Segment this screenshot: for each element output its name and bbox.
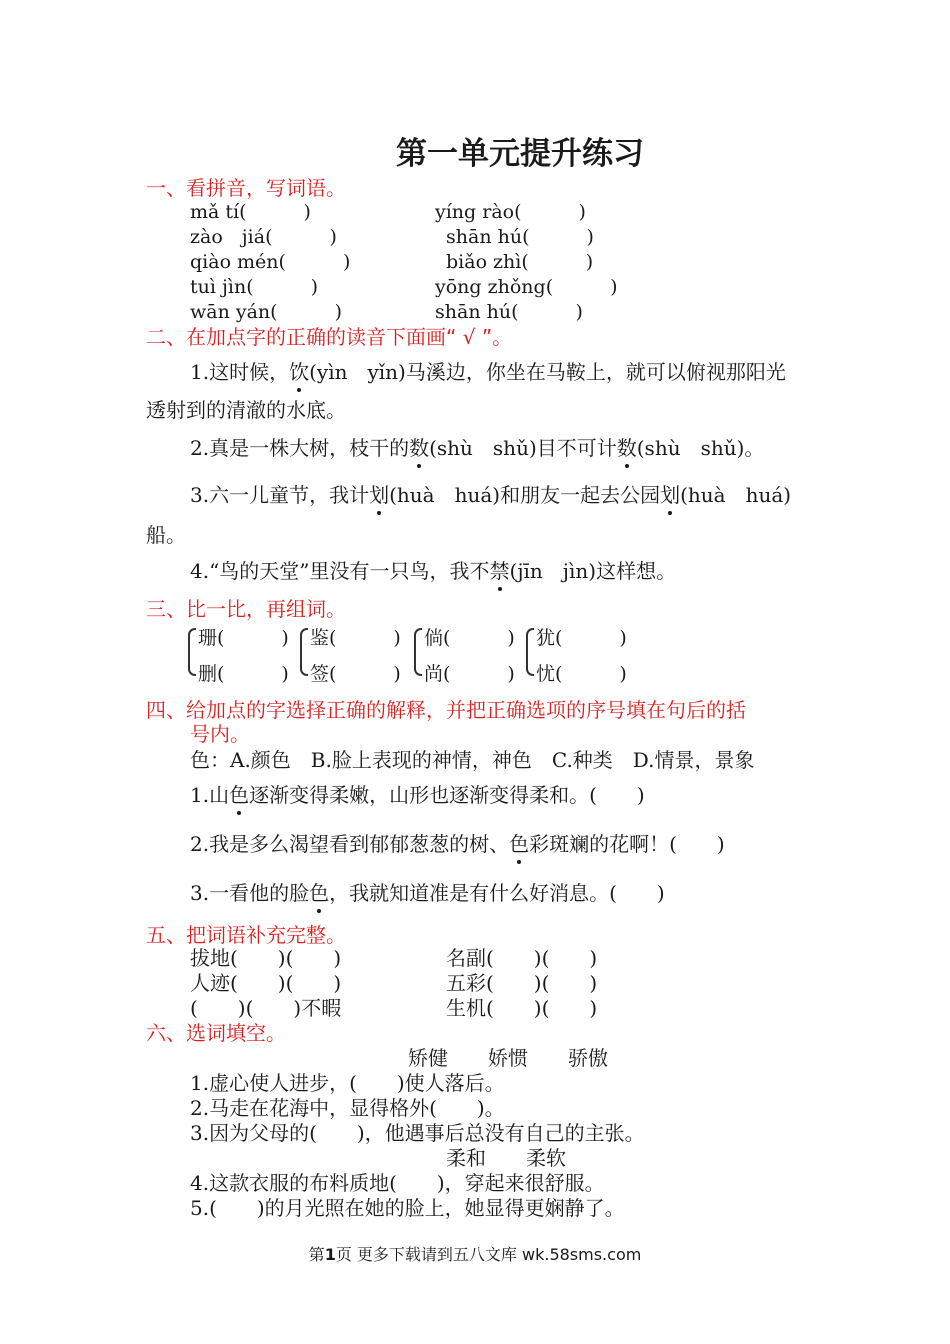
pinyin-item: biǎo zhì( ) (446, 251, 594, 273)
section-4-heading: 四、给加点的字选择正确的解释，并把正确选项的序号填在句后的括 (146, 698, 746, 722)
footer-text: 页 更多下载请到五八文库 wk.58sms.com (335, 1245, 642, 1264)
dotted-char: 数 (616, 436, 637, 460)
dotted-char: 划 (369, 483, 390, 507)
page-footer (0, 1242, 950, 1265)
text: (huà huá) (680, 483, 792, 507)
text: 4.“鸟的天堂”里没有一只鸟，我不 (190, 559, 490, 583)
pinyin-item: shān hú( ) (446, 226, 594, 248)
brace (300, 628, 308, 676)
compare-char: 倘( ) (424, 627, 515, 649)
section-1-heading: 一、看拼音，写词语。 (146, 176, 346, 200)
brace (188, 628, 196, 676)
dotted-char: 饮 (289, 360, 310, 384)
text: 1.山 (190, 783, 230, 807)
page-title: 第一单元提升练习 (396, 136, 644, 172)
word-choices: 矫健 娇惯 骄傲 (408, 1046, 608, 1070)
pinyin-item: shān hú( ) (435, 301, 583, 323)
options-line: 色：A.颜色 B.脸上表现的神情，神色 C.种类 D.情景，景象 (190, 748, 755, 772)
dotted-char: 禁 (489, 559, 510, 583)
question-2-3 (190, 482, 791, 508)
text: (huà huá)和朋友一起去公园 (389, 483, 661, 507)
dotted-char: 色 (509, 832, 530, 856)
question-4-2 (190, 831, 725, 857)
question-2-4 (190, 558, 676, 584)
dotted-char: 数 (409, 436, 430, 460)
pinyin-item: zào jiá( ) (190, 226, 337, 248)
question-6-5: 5.( )的月光照在她的脸上，她显得更娴静了。 (190, 1196, 625, 1220)
text: (jīn jìn)这样想。 (509, 559, 677, 583)
idiom-item: 名副( )( ) (446, 946, 598, 970)
question-6-4: 4.这款衣服的布料质地( )，穿起来很舒服。 (190, 1171, 605, 1195)
pinyin-item: yíng rào( ) (435, 201, 586, 223)
idiom-item: 生机( )( ) (446, 996, 598, 1020)
question-2-1-cont: 透射到的清澈的水底。 (146, 398, 346, 422)
text: (shù shǔ)。 (636, 436, 765, 460)
text: 3.一看他的脸 (190, 881, 310, 905)
idiom-item: 拔地( )( ) (190, 946, 342, 970)
section-6-heading: 六、选词填空。 (146, 1021, 286, 1045)
idiom-item: 人迹( )( ) (190, 971, 342, 995)
dotted-char: 划 (660, 483, 681, 507)
section-2-heading: 二、在加点字的正确的读音下面画“ √ ”。 (146, 325, 513, 349)
pinyin-item: yōng zhǒng( ) (435, 276, 618, 298)
question-2-3-cont: 船。 (146, 523, 186, 547)
pinyin-item: qiào mén( ) (190, 251, 351, 273)
dotted-char: 色 (229, 783, 250, 807)
compare-char: 删( ) (198, 663, 289, 685)
word-choices: 柔和 柔软 (446, 1146, 566, 1170)
pinyin-item: mǎ tí( ) (190, 201, 311, 223)
question-6-2: 2.马走在花海中，显得格外( )。 (190, 1096, 505, 1120)
brace (414, 628, 422, 676)
pinyin-item: tuì jìn( ) (190, 276, 319, 298)
compare-char: 鉴( ) (310, 627, 401, 649)
question-6-1: 1.虚心使人进步，( )使人落后。 (190, 1071, 505, 1095)
idiom-item: 五彩( )( ) (446, 971, 598, 995)
text: 彩斑斓的花啊！( ) (529, 832, 725, 856)
question-2-1 (190, 359, 786, 385)
text: 2.我是多么渴望看到郁郁葱葱的树、 (190, 832, 510, 856)
question-4-1 (190, 782, 645, 808)
compare-char: 珊( ) (198, 627, 289, 649)
text: 1.这时候， (190, 360, 290, 384)
compare-char: 尚( ) (424, 663, 515, 685)
dotted-char: 色 (309, 881, 330, 905)
text: 3.六一儿童节，我计 (190, 483, 370, 507)
text: (shù shǔ)目不可计 (429, 436, 617, 460)
compare-char: 忧( ) (536, 663, 627, 685)
idiom-item: ( )( )不暇 (190, 996, 342, 1020)
text: (yìn yǐn)马溪边，你坐在马鞍上，就可以俯视那阳光 (309, 360, 786, 384)
text: 逐渐变得柔嫩，山形也逐渐变得柔和。( ) (249, 783, 645, 807)
text: ，我就知道准是有什么好消息。( ) (329, 881, 665, 905)
compare-char: 签( ) (310, 663, 401, 685)
question-6-3: 3.因为父母的( )，他遇事后总没有自己的主张。 (190, 1121, 645, 1145)
section-5-heading: 五、把词语补充完整。 (146, 923, 346, 947)
page-number: 1 (324, 1245, 336, 1264)
footer-text: 第 (308, 1245, 325, 1264)
text: 2.真是一株大树，枝干的 (190, 436, 410, 460)
section-4-heading-cont: 号内。 (190, 722, 250, 746)
question-4-3 (190, 880, 665, 906)
pinyin-item: wān yán( ) (190, 301, 342, 323)
section-3-heading: 三、比一比，再组词。 (146, 597, 346, 621)
question-2-2 (190, 435, 764, 461)
brace (526, 628, 534, 676)
compare-char: 犹( ) (536, 627, 627, 649)
